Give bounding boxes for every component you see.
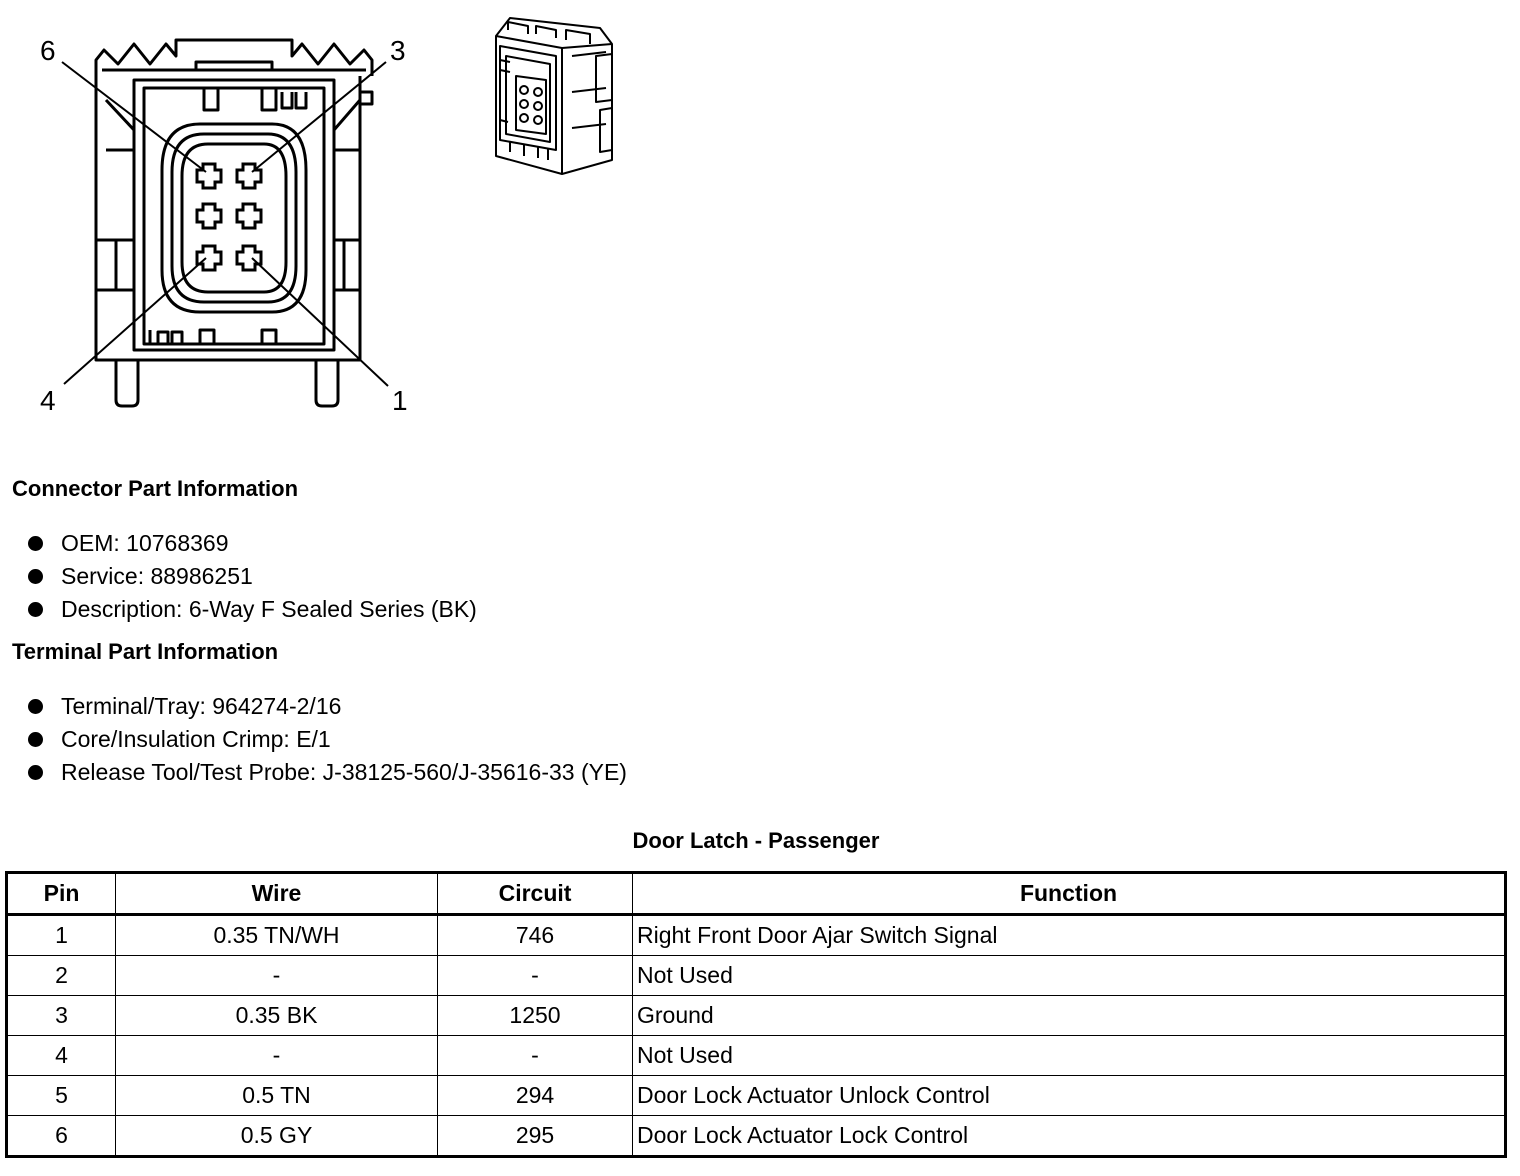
function-cell: Ground xyxy=(633,996,1506,1036)
column-header-circuit: Circuit xyxy=(438,873,633,915)
list-item xyxy=(28,723,627,756)
table-row xyxy=(7,915,1506,956)
pinout-table xyxy=(5,871,1507,1158)
column-header-pin: Pin xyxy=(7,873,116,915)
circuit-cell: 295 xyxy=(438,1116,633,1157)
bullet-icon xyxy=(28,536,43,551)
function-cell: Right Front Door Ajar Switch Signal xyxy=(633,915,1506,956)
wire-cell: 0.5 GY xyxy=(116,1116,438,1157)
pin-cell: 4 xyxy=(7,1036,116,1076)
bullet-icon xyxy=(28,765,43,780)
bullet-icon xyxy=(28,569,43,584)
release-tool: Release Tool/Test Probe: J-38125-560/J-35616-33 (YE) xyxy=(61,759,627,785)
column-header-function: Function xyxy=(633,873,1506,915)
pin-callout-1: 1 xyxy=(392,385,408,416)
bullet-icon xyxy=(28,699,43,714)
connector-info-list xyxy=(28,527,477,626)
connector-info-title: Connector Part Information xyxy=(12,476,299,501)
circuit-cell: 746 xyxy=(438,915,633,956)
function-cell: Door Lock Actuator Lock Control xyxy=(633,1116,1506,1157)
function-cell: Door Lock Actuator Unlock Control xyxy=(633,1076,1506,1116)
terminal-info-title: Terminal Part Information xyxy=(12,639,279,664)
table-title: Door Latch - Passenger xyxy=(632,828,880,853)
table-row xyxy=(7,1116,1506,1157)
pin-cell: 6 xyxy=(7,1116,116,1157)
table-header-row xyxy=(7,873,1506,915)
connector-description: Description: 6-Way F Sealed Series (BK) xyxy=(61,596,477,622)
table-row xyxy=(7,956,1506,996)
bullet-icon xyxy=(28,732,43,747)
pin-cell: 3 xyxy=(7,996,116,1036)
service-number: Service: 88986251 xyxy=(61,563,253,589)
wire-cell: - xyxy=(116,1036,438,1076)
circuit-cell: - xyxy=(438,956,633,996)
wire-cell: - xyxy=(116,956,438,996)
table-row xyxy=(7,996,1506,1036)
circuit-cell: 1250 xyxy=(438,996,633,1036)
list-item xyxy=(28,593,477,626)
circuit-cell: 294 xyxy=(438,1076,633,1116)
list-item xyxy=(28,690,627,723)
column-header-wire: Wire xyxy=(116,873,438,915)
terminal-tray: Terminal/Tray: 964274-2/16 xyxy=(61,693,342,719)
wire-cell: 0.35 BK xyxy=(116,996,438,1036)
table-row xyxy=(7,1036,1506,1076)
crimp-info: Core/Insulation Crimp: E/1 xyxy=(61,726,331,752)
pin-callout-4: 4 xyxy=(40,385,56,416)
function-cell: Not Used xyxy=(633,956,1506,996)
connector-isometric-view xyxy=(496,18,612,174)
bullet-icon xyxy=(28,602,43,617)
oem-number: OEM: 10768369 xyxy=(61,530,229,556)
connector-face-diagram xyxy=(0,0,640,440)
pin-cell: 5 xyxy=(7,1076,116,1116)
list-item xyxy=(28,527,477,560)
function-cell: Not Used xyxy=(633,1036,1506,1076)
list-item xyxy=(28,756,627,789)
pin-callout-3: 3 xyxy=(390,35,406,66)
circuit-cell: - xyxy=(438,1036,633,1076)
table-row xyxy=(7,1076,1506,1116)
pin-cell: 1 xyxy=(7,915,116,956)
pin-callout-6: 6 xyxy=(40,35,56,66)
wire-cell: 0.5 TN xyxy=(116,1076,438,1116)
list-item xyxy=(28,560,477,593)
terminal-info-list xyxy=(28,690,627,789)
pin-cell: 2 xyxy=(7,956,116,996)
wire-cell: 0.35 TN/WH xyxy=(116,915,438,956)
